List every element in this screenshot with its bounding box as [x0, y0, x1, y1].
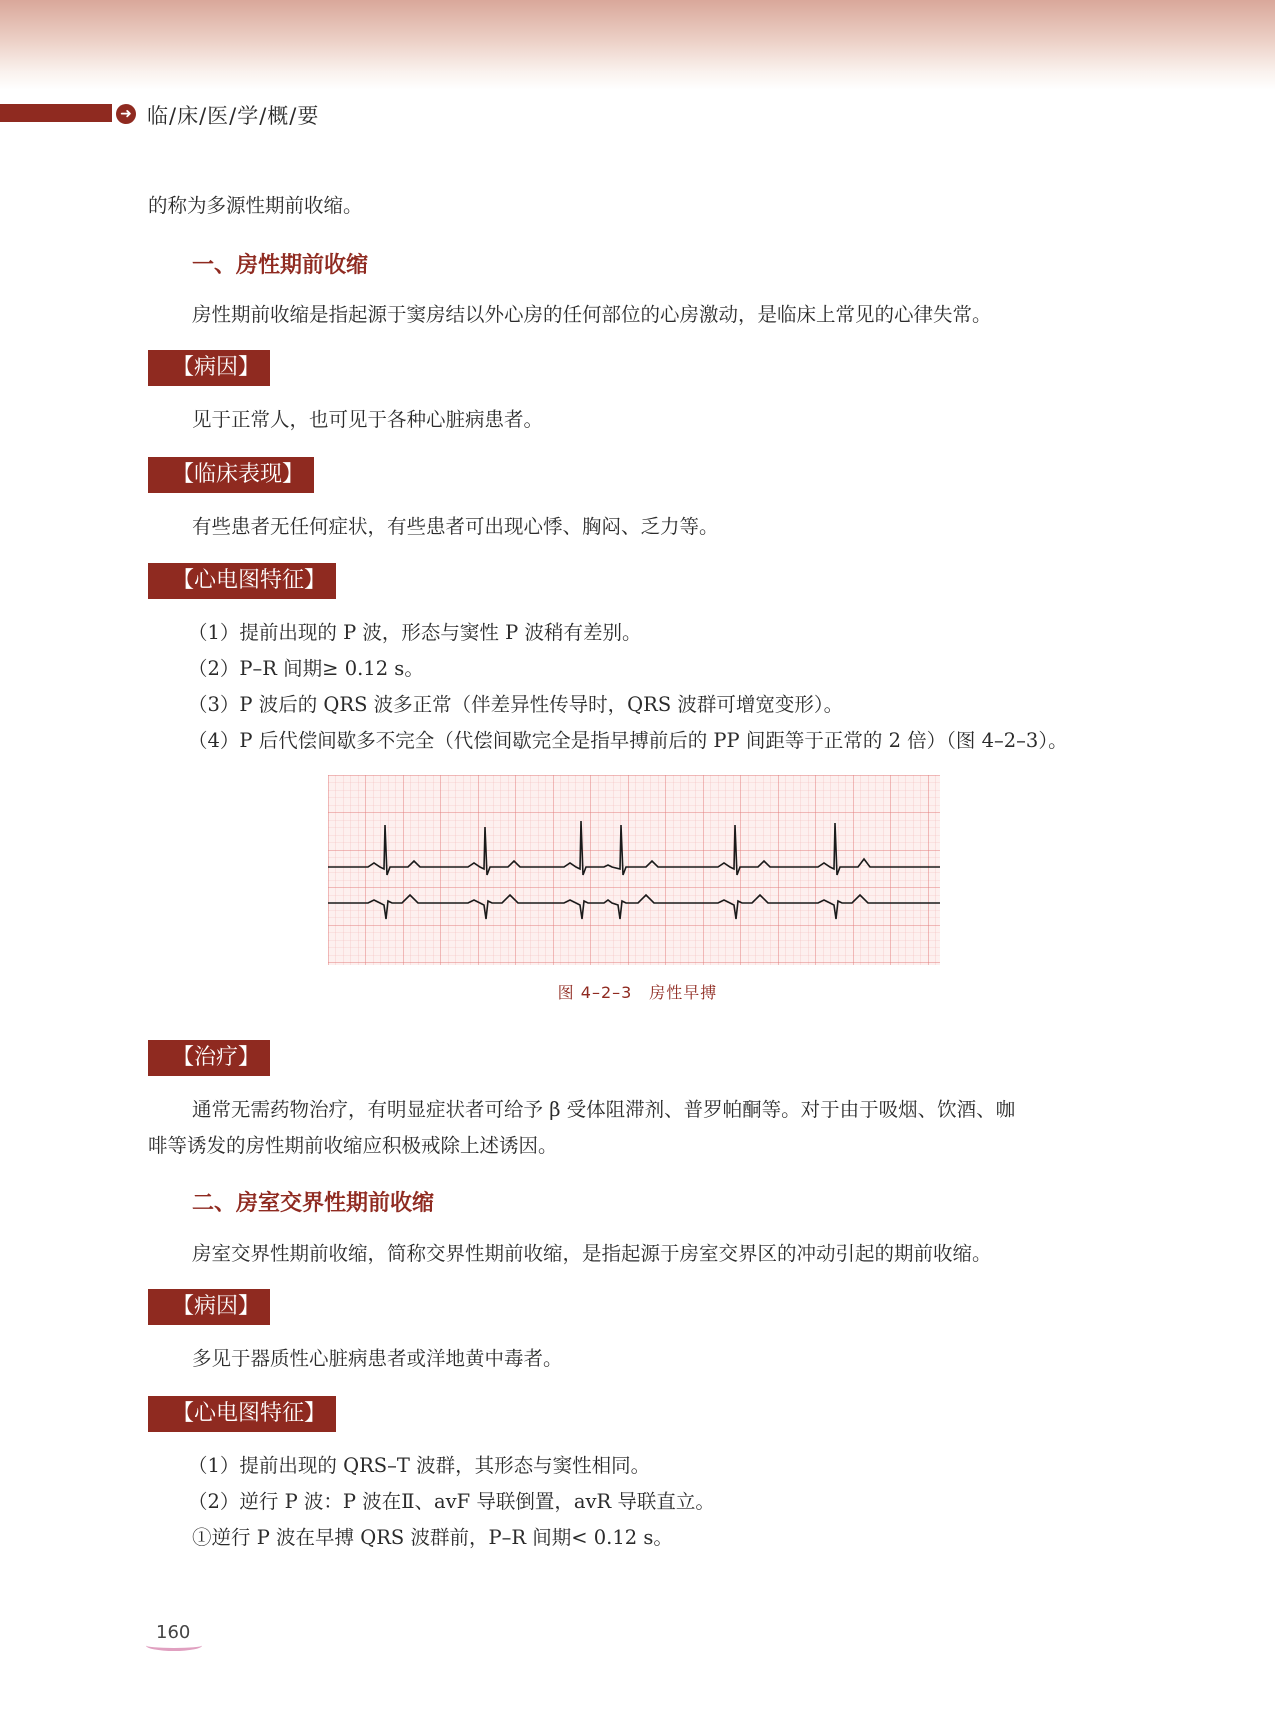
ecg-feature-item: （1）提前出现的 QRS–T 波群，其形态与窦性相同。	[188, 1454, 651, 1477]
figure-caption: 图 4–2–3 房性早搏	[557, 983, 718, 1002]
page-top-band	[0, 0, 1275, 90]
ecg-feature-item: （4）P 后代偿间歇多不完全（代偿间歇完全是指早搏前后的 PP 间距等于正常的 2 倍）（图 4–2–3）。	[188, 729, 1068, 752]
ecg-feature-item: （1）提前出现的 P 波，形态与窦性 P 波稍有差别。	[188, 621, 642, 644]
section-heading-junctional: 二、房室交界性期前收缩	[192, 1191, 435, 1216]
tag-ecg-features: 【心电图特征】	[148, 1396, 336, 1432]
ecg-feature-item: ①逆行 P 波在早搏 QRS 波群前，P–R 间期< 0.12 s。	[192, 1526, 673, 1549]
paragraph-etiology: 多见于器质性心脏病患者或洋地黄中毒者。	[192, 1347, 563, 1370]
ecg-feature-item: （2）逆行 P 波：P 波在Ⅱ、avF 导联倒置，avR 导联直立。	[188, 1490, 715, 1513]
tag-treatment: 【治疗】	[148, 1040, 270, 1076]
tag-etiology: 【病因】	[148, 1289, 270, 1325]
page-number: 160	[156, 1622, 191, 1643]
paragraph-treatment: 通常无需药物治疗，有明显症状者可给予 β 受体阻滞剂、普罗帕酮等。对于由于吸烟、饮酒、咖	[192, 1098, 1016, 1121]
section-heading-atrial: 一、房性期前收缩	[192, 253, 369, 278]
paragraph-clinical: 有些患者无任何症状，有些患者可出现心悸、胸闷、乏力等。	[192, 515, 719, 538]
header-bar	[0, 104, 112, 122]
paragraph-definition: 房室交界性期前收缩，简称交界性期前收缩，是指起源于房室交界区的冲动引起的期前收缩。	[192, 1242, 992, 1265]
tag-clinical: 【临床表现】	[148, 457, 314, 493]
ecg-strip-image	[328, 775, 940, 965]
paragraph-etiology: 见于正常人，也可见于各种心脏病患者。	[192, 408, 544, 431]
paragraph-treatment: 啡等诱发的房性期前收缩应积极戒除上述诱因。	[148, 1134, 558, 1157]
arrow-right-icon: ➜	[116, 104, 136, 124]
running-header-title: 临/床/医/学/概/要	[147, 104, 320, 128]
tag-etiology: 【病因】	[148, 350, 270, 386]
ecg-feature-item: （3）P 波后的 QRS 波多正常（伴差异性传导时，QRS 波群可增宽变形）。	[188, 693, 844, 716]
page-number-swoosh	[146, 1640, 202, 1651]
paragraph-definition: 房性期前收缩是指起源于窦房结以外心房的任何部位的心房激动，是临床上常见的心律失常。	[192, 303, 992, 326]
paragraph-continuation: 的称为多源性期前收缩。	[148, 194, 363, 217]
ecg-feature-item: （2）P–R 间期≥ 0.12 s。	[188, 657, 424, 680]
ecg-figure	[328, 775, 940, 965]
tag-ecg-features: 【心电图特征】	[148, 563, 336, 599]
